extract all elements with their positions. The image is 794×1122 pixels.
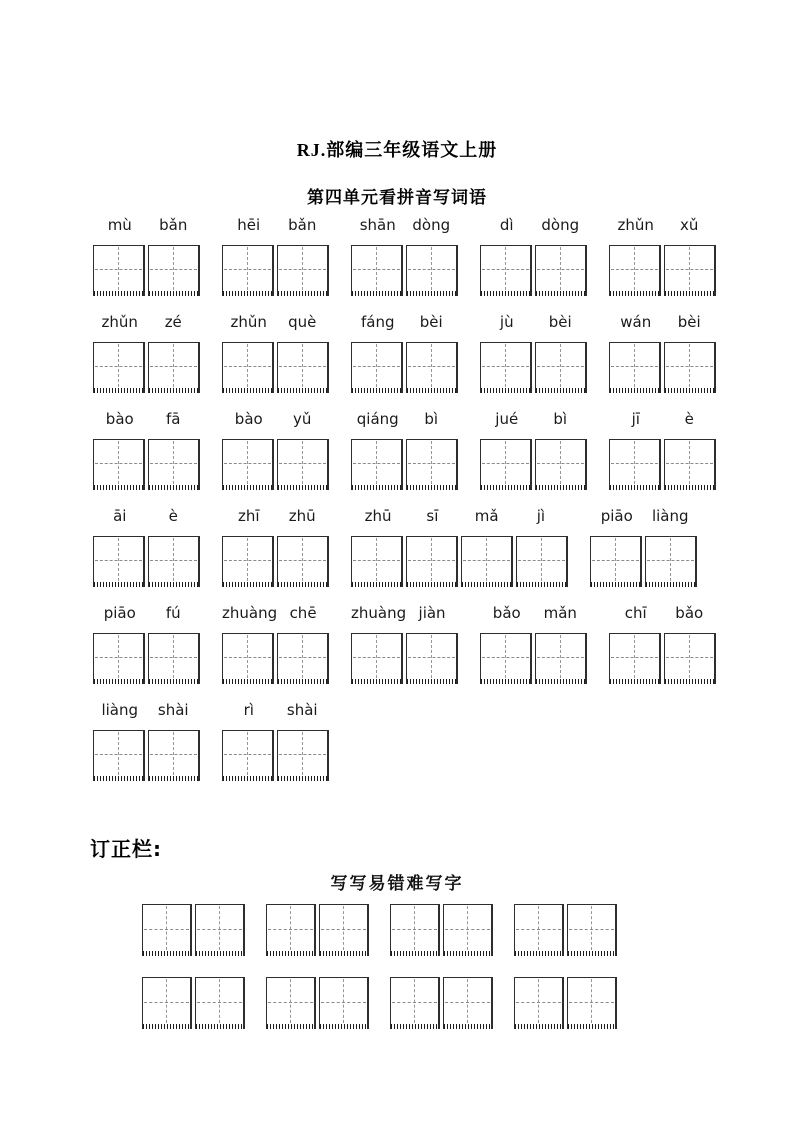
pinyin-syllable: dòng: [412, 216, 451, 234]
pinyin-syllable: mǎn: [543, 604, 577, 622]
pinyin-syllable: bèi: [677, 313, 701, 331]
practice-box-pair: [142, 977, 245, 1029]
pinyin-syllable: è: [168, 507, 178, 525]
tianzige-square: [406, 633, 458, 684]
pinyin-label: [93, 507, 200, 525]
pinyin-syllable: què: [288, 313, 317, 331]
box-line: [93, 245, 716, 296]
tianzige-square: [514, 977, 564, 1029]
page-subtitle: 第四单元看拼音写词语: [307, 188, 487, 207]
practice-box-group: [480, 633, 587, 684]
practice-box-group: [222, 245, 329, 296]
tianzige-square: [148, 342, 200, 393]
practice-box-group: [93, 245, 200, 296]
pinyin-syllable: liàng: [651, 507, 689, 525]
tianzige-square: [514, 904, 564, 956]
tianzige-square: [351, 536, 403, 587]
pinyin-syllable: chē: [289, 604, 317, 622]
tianzige-square: [319, 977, 369, 1029]
tianzige-square: [480, 342, 532, 393]
pinyin-label: [93, 604, 200, 622]
tianzige-square: [93, 342, 145, 393]
pinyin-syllable: zhuàng: [222, 604, 278, 622]
pinyin-syllable: bì: [424, 410, 439, 428]
pinyin-syllable: shān: [359, 216, 396, 234]
word-row: [93, 410, 716, 490]
box-line: [93, 342, 716, 393]
practice-box-group: [222, 342, 329, 393]
word-row: [93, 604, 716, 684]
tianzige-square: [406, 245, 458, 296]
tianzige-square: [351, 439, 403, 490]
pinyin-syllable: zé: [164, 313, 182, 331]
pinyin-syllable: jiàn: [418, 604, 446, 622]
pinyin-label: [609, 313, 716, 331]
tianzige-square: [609, 633, 661, 684]
pinyin-label: [93, 216, 200, 234]
pinyin-label: [222, 507, 329, 525]
box-line: [93, 536, 697, 587]
pinyin-syllable: bèi: [548, 313, 572, 331]
practice-box-group: [590, 536, 697, 587]
tianzige-square: [148, 633, 200, 684]
pinyin-label: [222, 313, 329, 331]
tianzige-square: [406, 536, 458, 587]
pinyin-syllable: piāo: [103, 604, 136, 622]
pinyin-syllable: rì: [243, 701, 254, 719]
tianzige-square: [535, 342, 587, 393]
pinyin-line: [93, 604, 716, 622]
error-prone-characters-heading: 写写易错难写字: [330, 874, 464, 894]
tianzige-square: [319, 904, 369, 956]
tianzige-square: [443, 977, 493, 1029]
tianzige-square: [406, 342, 458, 393]
pinyin-syllable: bǎo: [675, 604, 704, 622]
practice-box-group: [93, 730, 200, 781]
pinyin-syllable: bào: [105, 410, 134, 428]
correction-column-label: 订正栏:: [90, 837, 162, 861]
tianzige-square: [480, 439, 532, 490]
tianzige-square: [567, 977, 617, 1029]
practice-box-pair: [514, 977, 617, 1029]
tianzige-square: [516, 536, 568, 587]
pinyin-line: [93, 410, 716, 428]
tianzige-square: [664, 342, 716, 393]
correction-box-row: [142, 977, 617, 1029]
tianzige-square: [277, 245, 329, 296]
practice-box-group: [351, 633, 458, 684]
practice-box-group: [609, 439, 716, 490]
tianzige-square: [195, 977, 245, 1029]
practice-box-pair: [266, 904, 369, 956]
tianzige-square: [222, 633, 274, 684]
tianzige-square: [480, 245, 532, 296]
pinyin-label: [351, 507, 568, 525]
pinyin-syllable: è: [684, 410, 694, 428]
correction-box-row: [142, 904, 617, 956]
practice-box-group: [222, 730, 329, 781]
pinyin-syllable: zhū: [364, 507, 392, 525]
pinyin-syllable: fā: [166, 410, 181, 428]
pinyin-label: [609, 604, 716, 622]
practice-box-group: [222, 633, 329, 684]
tianzige-square: [93, 439, 145, 490]
tianzige-square: [222, 245, 274, 296]
tianzige-square: [443, 904, 493, 956]
tianzige-square: [148, 245, 200, 296]
tianzige-square: [142, 904, 192, 956]
pinyin-syllable: yǔ: [293, 410, 312, 428]
pinyin-syllable: zhū: [288, 507, 316, 525]
tianzige-square: [277, 342, 329, 393]
pinyin-label: [480, 410, 587, 428]
pinyin-label: [590, 507, 697, 525]
practice-box-group: [480, 245, 587, 296]
practice-box-group: [480, 439, 587, 490]
pinyin-syllable: jué: [495, 410, 519, 428]
page-title: RJ.部编三年级语文上册: [296, 140, 498, 160]
box-line: [93, 730, 329, 781]
tianzige-square: [148, 536, 200, 587]
pinyin-syllable: xǔ: [680, 216, 699, 234]
pinyin-line: [93, 701, 329, 719]
pinyin-syllable: zhǔn: [101, 313, 138, 331]
practice-box-group: [480, 342, 587, 393]
tianzige-square: [609, 245, 661, 296]
practice-box-group: [351, 536, 568, 587]
practice-box-group: [93, 536, 200, 587]
tianzige-square: [148, 439, 200, 490]
pinyin-syllable: chī: [624, 604, 647, 622]
tianzige-square: [390, 977, 440, 1029]
pinyin-syllable: qiáng: [356, 410, 399, 428]
pinyin-syllable: fáng: [360, 313, 395, 331]
tianzige-square: [535, 633, 587, 684]
tianzige-square: [222, 342, 274, 393]
practice-box-pair: [390, 904, 493, 956]
practice-box-group: [351, 245, 458, 296]
tianzige-square: [535, 439, 587, 490]
tianzige-square: [277, 633, 329, 684]
pinyin-syllable: shài: [286, 701, 318, 719]
pinyin-label: [93, 701, 200, 719]
tianzige-square: [664, 245, 716, 296]
pinyin-syllable: hēi: [237, 216, 261, 234]
pinyin-label: [609, 216, 716, 234]
pinyin-syllable: bǎo: [492, 604, 521, 622]
pinyin-syllable: bǎn: [159, 216, 188, 234]
tianzige-square: [590, 536, 642, 587]
pinyin-label: [222, 604, 329, 622]
practice-box-group: [222, 439, 329, 490]
pinyin-label: [222, 216, 329, 234]
tianzige-square: [277, 439, 329, 490]
practice-box-group: [93, 633, 200, 684]
pinyin-label: [351, 313, 458, 331]
pinyin-syllable: jù: [499, 313, 514, 331]
pinyin-syllable: dì: [499, 216, 514, 234]
pinyin-syllable: shài: [157, 701, 189, 719]
tianzige-square: [351, 342, 403, 393]
pinyin-syllable: dòng: [541, 216, 580, 234]
pinyin-syllable: mǎ: [474, 507, 499, 525]
pinyin-syllable: jī: [631, 410, 640, 428]
practice-box-pair: [142, 904, 245, 956]
pinyin-syllable: āi: [113, 507, 127, 525]
practice-box-pair: [266, 977, 369, 1029]
pinyin-label: [351, 410, 458, 428]
tianzige-square: [406, 439, 458, 490]
tianzige-square: [93, 730, 145, 781]
pinyin-label: [480, 313, 587, 331]
tianzige-square: [480, 633, 532, 684]
pinyin-syllable: bǎn: [288, 216, 317, 234]
box-line: [93, 439, 716, 490]
pinyin-syllable: sī: [426, 507, 439, 525]
tianzige-square: [195, 904, 245, 956]
pinyin-label: [480, 604, 587, 622]
pinyin-line: [93, 216, 716, 234]
pinyin-label: [93, 313, 200, 331]
pinyin-syllable: bèi: [419, 313, 443, 331]
practice-box-group: [222, 536, 329, 587]
pinyin-syllable: zhī: [237, 507, 260, 525]
practice-box-group: [609, 633, 716, 684]
practice-box-group: [609, 245, 716, 296]
pinyin-syllable: bào: [234, 410, 263, 428]
tianzige-square: [351, 245, 403, 296]
pinyin-label: [351, 604, 458, 622]
pinyin-syllable: zhǔn: [230, 313, 267, 331]
word-row: [93, 313, 716, 393]
tianzige-square: [93, 245, 145, 296]
tianzige-square: [93, 633, 145, 684]
practice-box-group: [93, 342, 200, 393]
pinyin-label: [351, 216, 458, 234]
tianzige-square: [390, 904, 440, 956]
practice-box-pair: [514, 904, 617, 956]
tianzige-square: [142, 977, 192, 1029]
pinyin-label: [480, 216, 587, 234]
pinyin-syllable: jì: [536, 507, 546, 525]
tianzige-square: [277, 536, 329, 587]
tianzige-square: [609, 342, 661, 393]
pinyin-label: [609, 410, 716, 428]
practice-box-group: [93, 439, 200, 490]
tianzige-square: [148, 730, 200, 781]
word-row: [93, 701, 329, 781]
tianzige-square: [222, 439, 274, 490]
tianzige-square: [93, 536, 145, 587]
tianzige-square: [266, 977, 316, 1029]
tianzige-square: [461, 536, 513, 587]
pinyin-syllable: zhǔn: [617, 216, 654, 234]
tianzige-square: [222, 536, 274, 587]
pinyin-line: [93, 507, 697, 525]
pinyin-syllable: piāo: [600, 507, 633, 525]
practice-box-group: [609, 342, 716, 393]
practice-box-group: [351, 342, 458, 393]
pinyin-syllable: liàng: [101, 701, 139, 719]
tianzige-square: [664, 439, 716, 490]
pinyin-label: [222, 410, 329, 428]
practice-box-group: [351, 439, 458, 490]
practice-box-pair: [390, 977, 493, 1029]
pinyin-syllable: zhuàng: [351, 604, 407, 622]
pinyin-label: [222, 701, 329, 719]
word-row: [93, 216, 716, 296]
tianzige-square: [535, 245, 587, 296]
tianzige-square: [222, 730, 274, 781]
pinyin-syllable: fú: [165, 604, 181, 622]
tianzige-square: [664, 633, 716, 684]
pinyin-syllable: mù: [107, 216, 132, 234]
tianzige-square: [277, 730, 329, 781]
pinyin-line: [93, 313, 716, 331]
tianzige-square: [351, 633, 403, 684]
pinyin-label: [93, 410, 200, 428]
tianzige-square: [266, 904, 316, 956]
tianzige-square: [645, 536, 697, 587]
tianzige-square: [567, 904, 617, 956]
word-row: [93, 507, 697, 587]
tianzige-square: [609, 439, 661, 490]
box-line: [93, 633, 716, 684]
pinyin-syllable: wán: [620, 313, 652, 331]
pinyin-syllable: bì: [553, 410, 568, 428]
